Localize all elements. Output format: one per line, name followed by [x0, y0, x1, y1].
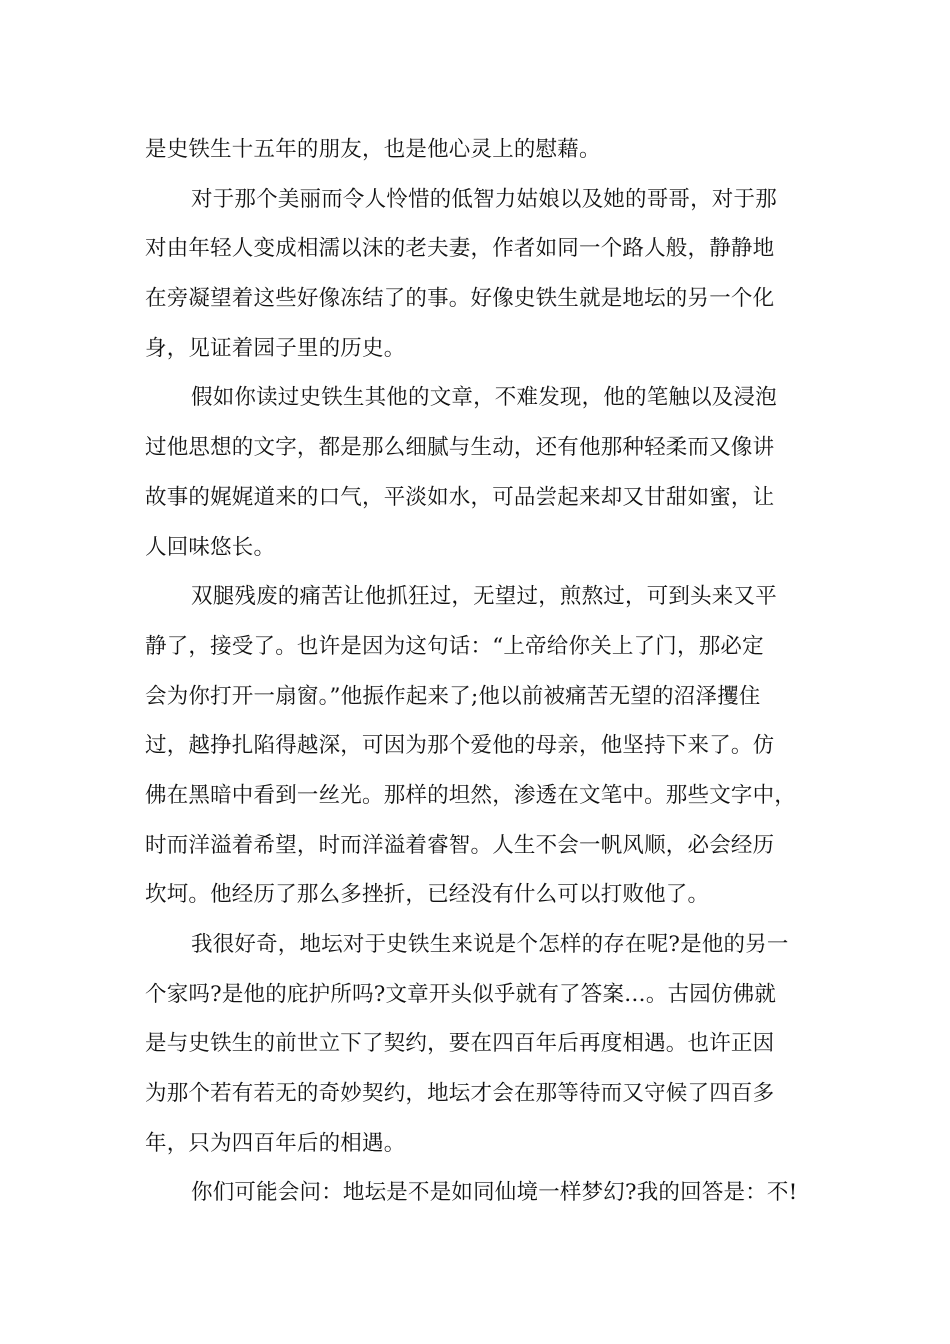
text-line: 故事的娓娓道来的口气，平淡如水，可品尝起来却又甘甜如蜜，让 — [145, 484, 775, 510]
text-line: 在旁凝望着这些好像冻结了的事。好像史铁生就是地坛的另一个化 — [145, 286, 775, 312]
text-line: 会为你打开一扇窗。”他振作起来了;他以前被痛苦无望的沼泽攫住 — [145, 683, 761, 709]
text-line: 佛在黑暗中看到一丝光。那样的坦然，渗透在文笔中。那些文字中， — [145, 782, 797, 808]
paragraph-first-line: 双腿残废的痛苦让他抓狂过，无望过，煎熬过，可到头来又平 — [191, 584, 777, 610]
text-line: 身，见证着园子里的历史。 — [145, 335, 406, 361]
text-line: 时而洋溢着希望，时而洋溢着睿智。人生不会一帆风顺，必会经历 — [145, 832, 775, 858]
paragraph-first-line: 我很好奇，地坛对于史铁生来说是个怎样的存在呢?是他的另一 — [191, 932, 789, 957]
body-text — [145, 125, 825, 1218]
text-line: 年，只为四百年后的相遇。 — [145, 1130, 406, 1156]
text-line: 个家吗?是他的庇护所吗?文章开头似乎就有了答案…。古园仿佛就 — [145, 981, 777, 1007]
text-line: 坎坷。他经历了那么多挫折，已经没有什么可以打败他了。 — [145, 882, 710, 908]
text-line: 过他思想的文字，都是那么细腻与生动，还有他那种轻柔而又像讲 — [145, 435, 775, 461]
paragraph-first-line: 对于那个美丽而令人怜惜的低智力姑娘以及她的哥哥，对于那 — [191, 186, 777, 212]
text-line: 对由年轻人变成相濡以沫的老夫妻，作者如同一个路人般，静静地 — [145, 236, 775, 262]
text-line: 为那个若有若无的奇妙契约，地坛才会在那等待而又守候了四百多 — [145, 1081, 775, 1107]
text-line: 人回味悠长。 — [145, 534, 276, 560]
text-line: 是与史铁生的前世立下了契约，要在四百年后再度相遇。也许正因 — [145, 1031, 775, 1057]
text-line: 过，越挣扎陷得越深，可因为那个爱他的母亲，他坚持下来了。仿 — [145, 733, 775, 759]
text-line: 是史铁生十五年的朋友，也是他心灵上的慰藉。 — [145, 137, 601, 162]
text-line: 静了，接受了。也许是因为这句话：“上帝给你关上了门，那必定 — [145, 633, 764, 659]
paragraph-first-line: 你们可能会问：地坛是不是如同仙境一样梦幻?我的回答是：不! — [191, 1180, 798, 1206]
paragraph-first-line: 假如你读过史铁生其他的文章，不难发现，他的笔触以及浸泡 — [191, 385, 777, 411]
